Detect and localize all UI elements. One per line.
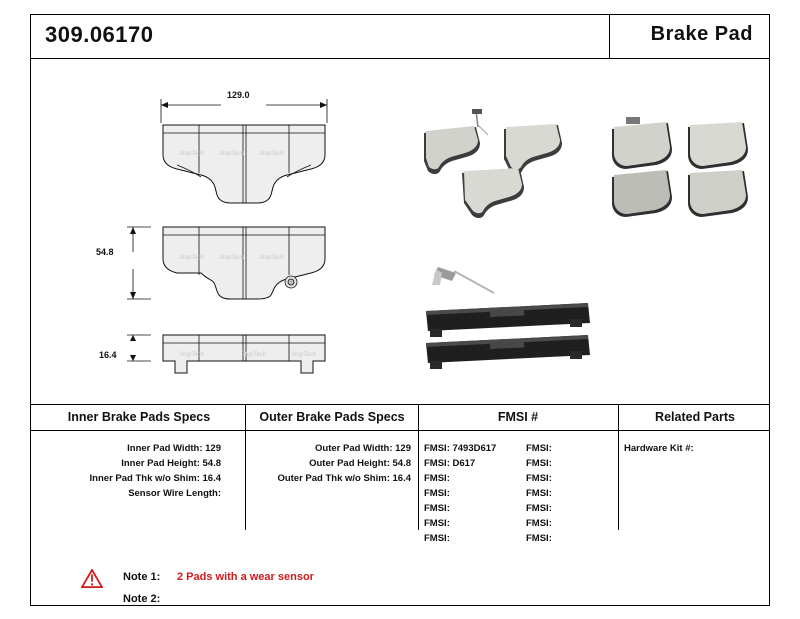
fmsi-row: FMSI: [424, 533, 450, 544]
header-divider [609, 15, 610, 58]
sheet-header [31, 15, 769, 59]
fmsi-row: FMSI: [526, 488, 552, 499]
column-header-outer: Outer Brake Pads Specs [259, 410, 405, 424]
product-photo-front-pads [416, 109, 586, 229]
fmsi-row: FMSI: [526, 458, 552, 469]
related-parts-row: Hardware Kit #: [624, 443, 694, 454]
note2-label: Note 2: [123, 593, 161, 605]
fmsi-row: FMSI: [526, 533, 552, 544]
fmsi-row: FMSI: [526, 473, 552, 484]
drawing-area [31, 59, 769, 405]
fmsi-row: FMSI: [424, 503, 450, 514]
warning-icon [81, 569, 103, 588]
product-photo-edge-pads [416, 259, 606, 379]
svg-text:StopTech: StopTech [291, 352, 317, 358]
inner-spec-row: Inner Pad Height: 54.8 [121, 458, 221, 469]
inner-spec-row: Inner Pad Thk w/o Shim: 16.4 [89, 473, 221, 484]
svg-text:StopTech: StopTech [259, 151, 285, 157]
inner-spec-row: Sensor Wire Length: [128, 488, 221, 499]
column-divider-2 [418, 405, 419, 530]
svg-text:StopTech: StopTech [179, 255, 205, 261]
specs-table [31, 405, 769, 544]
column-header-inner: Inner Brake Pads Specs [67, 410, 211, 424]
note1-label: Note 1: [123, 571, 161, 583]
page-title: Brake Pad [650, 23, 753, 45]
svg-text:StopTech: StopTech [259, 255, 285, 261]
svg-text:StopTech: StopTech [179, 352, 205, 358]
outer-spec-row: Outer Pad Height: 54.8 [309, 458, 411, 469]
fmsi-row: FMSI: [526, 443, 552, 454]
outer-spec-row: Outer Pad Thk w/o Shim: 16.4 [277, 473, 411, 484]
column-divider-1 [245, 405, 246, 530]
note1-value: 2 Pads with a wear sensor [177, 571, 314, 583]
dimension-width-label: 129.0 [227, 90, 250, 100]
svg-text:StopTech: StopTech [179, 151, 205, 157]
fmsi-row: FMSI: [424, 488, 450, 499]
column-header-related: Related Parts [655, 410, 735, 424]
outer-spec-row: Outer Pad Width: 129 [315, 443, 411, 454]
fmsi-row: FMSI: [526, 503, 552, 514]
svg-text:StopTech: StopTech [241, 352, 267, 358]
fmsi-row: FMSI: 7493D617 [424, 443, 497, 454]
spec-sheet [30, 14, 770, 606]
inner-spec-row: Inner Pad Width: 129 [127, 443, 221, 454]
notes-section [31, 530, 769, 606]
fmsi-row: FMSI: [424, 518, 450, 529]
dimension-height-label: 54.8 [96, 247, 114, 257]
product-photo-rear-pads [606, 109, 756, 229]
column-divider-3 [618, 405, 619, 530]
fmsi-row: FMSI: D617 [424, 458, 476, 469]
technical-drawing [91, 77, 411, 397]
fmsi-row: FMSI: [424, 473, 450, 484]
dimension-thickness-label: 16.4 [99, 350, 117, 360]
svg-text:StopTech: StopTech [219, 151, 245, 157]
part-number: 309.06170 [45, 22, 154, 47]
fmsi-row: FMSI: [526, 518, 552, 529]
column-header-fmsi: FMSI # [497, 410, 539, 424]
svg-text:StopTech: StopTech [219, 255, 245, 261]
